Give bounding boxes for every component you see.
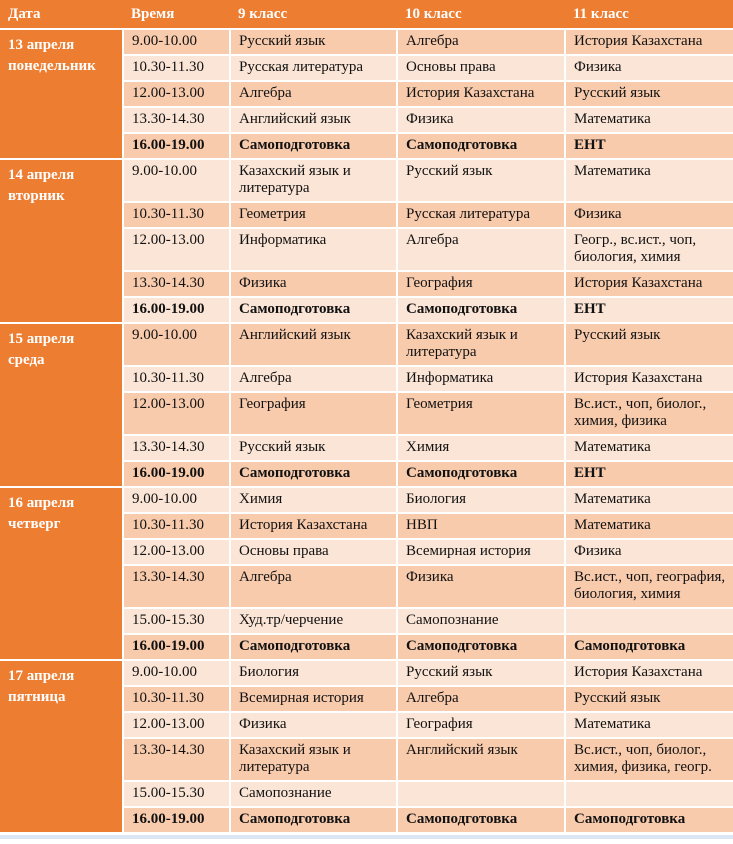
subject-cell-10: Русская литература [397, 202, 565, 228]
subject-cell-10: Русский язык [397, 660, 565, 686]
subject-cell-10: Геометрия [397, 392, 565, 435]
subject-cell-10: Алгебра [397, 228, 565, 271]
subject-cell-9: Худ.тр/черчение [230, 608, 397, 634]
subject-cell-10: Самопознание [397, 608, 565, 634]
subject-cell-9: Русская литература [230, 55, 397, 81]
subject-cell-11: Самоподготовка [565, 807, 733, 833]
subject-cell-10: Химия [397, 435, 565, 461]
date-label: 17 апреля [8, 668, 75, 684]
time-cell: 10.30-11.30 [123, 366, 230, 392]
subject-cell-11: Вс.ист., чоп, география, биология, химия [565, 565, 733, 608]
time-cell: 9.00-10.00 [123, 660, 230, 686]
subject-cell-9: Геометрия [230, 202, 397, 228]
table-row [0, 487, 733, 513]
subject-cell-9: Английский язык [230, 107, 397, 133]
subject-cell-10: Русский язык [397, 159, 565, 202]
subject-cell-11: Самоподготовка [565, 634, 733, 660]
subject-cell-11: Физика [565, 55, 733, 81]
subject-cell-9: Самоподготовка [230, 461, 397, 487]
time-cell: 12.00-13.00 [123, 392, 230, 435]
time-cell: 12.00-13.00 [123, 712, 230, 738]
weekday-label: понедельник [8, 58, 96, 74]
subject-cell-10: НВП [397, 513, 565, 539]
time-cell: 10.30-11.30 [123, 55, 230, 81]
subject-cell-9: Информатика [230, 228, 397, 271]
time-cell: 9.00-10.00 [123, 159, 230, 202]
subject-cell-10: Алгебра [397, 29, 565, 55]
col-header-grade9: 9 класс [230, 0, 397, 29]
subject-cell-11: Вс.ист., чоп, биолог., химия, физика, геогр. [565, 738, 733, 781]
subject-cell-9: Алгебра [230, 565, 397, 608]
weekday-label: вторник [8, 188, 65, 204]
subject-cell-10: История Казахстана [397, 81, 565, 107]
subject-cell-9: Казахский язык и литература [230, 159, 397, 202]
time-cell: 9.00-10.00 [123, 487, 230, 513]
date-cell [0, 660, 123, 833]
subject-cell-10: География [397, 271, 565, 297]
subject-cell-10 [397, 781, 565, 807]
time-cell: 12.00-13.00 [123, 228, 230, 271]
time-cell: 10.30-11.30 [123, 686, 230, 712]
col-header-grade10: 10 класс [397, 0, 565, 29]
subject-cell-11: История Казахстана [565, 366, 733, 392]
subject-cell-11: Русский язык [565, 81, 733, 107]
table-row [0, 323, 733, 366]
subject-cell-10: Самоподготовка [397, 807, 565, 833]
subject-cell-11: Физика [565, 539, 733, 565]
subject-cell-11: Вс.ист., чоп, биолог., химия, физика [565, 392, 733, 435]
subject-cell-9: Физика [230, 271, 397, 297]
subject-cell-9: Химия [230, 487, 397, 513]
date-label: 16 апреля [8, 495, 75, 511]
subject-cell-10: Информатика [397, 366, 565, 392]
time-cell: 16.00-19.00 [123, 634, 230, 660]
subject-cell-9: Самопознание [230, 781, 397, 807]
subject-cell-9: Самоподготовка [230, 297, 397, 323]
time-cell: 16.00-19.00 [123, 297, 230, 323]
subject-cell-9: Алгебра [230, 366, 397, 392]
subject-cell-9: Самоподготовка [230, 634, 397, 660]
time-cell: 9.00-10.00 [123, 323, 230, 366]
subject-cell-10: Алгебра [397, 686, 565, 712]
time-cell: 15.00-15.30 [123, 608, 230, 634]
date-label: 13 апреля [8, 37, 75, 53]
subject-cell-9: Самоподготовка [230, 807, 397, 833]
subject-cell-10: Самоподготовка [397, 297, 565, 323]
subject-cell-9: Английский язык [230, 323, 397, 366]
subject-cell-9: Русский язык [230, 435, 397, 461]
subject-cell-11: Русский язык [565, 323, 733, 366]
subject-cell-11: Математика [565, 487, 733, 513]
subject-cell-9: Основы права [230, 539, 397, 565]
subject-cell-9: География [230, 392, 397, 435]
date-label: 14 апреля [8, 167, 75, 183]
subject-cell-9: Физика [230, 712, 397, 738]
time-cell: 15.00-15.30 [123, 781, 230, 807]
subject-cell-9: История Казахстана [230, 513, 397, 539]
time-cell: 13.30-14.30 [123, 565, 230, 608]
time-cell: 13.30-14.30 [123, 738, 230, 781]
subject-cell-9: Всемирная история [230, 686, 397, 712]
subject-cell-11: Физика [565, 202, 733, 228]
weekday-label: среда [8, 352, 45, 368]
subject-cell-11: История Казахстана [565, 29, 733, 55]
time-cell: 12.00-13.00 [123, 539, 230, 565]
header-row [0, 0, 733, 29]
subject-cell-11 [565, 781, 733, 807]
subject-cell-11: ЕНТ [565, 461, 733, 487]
time-cell: 13.30-14.30 [123, 271, 230, 297]
subject-cell-10: География [397, 712, 565, 738]
subject-cell-10: Всемирная история [397, 539, 565, 565]
date-cell [0, 323, 123, 487]
col-header-time: Время [123, 0, 230, 29]
subject-cell-10: Физика [397, 565, 565, 608]
subject-cell-10: Самоподготовка [397, 461, 565, 487]
table-row [0, 159, 733, 202]
bottom-edge-strip [0, 835, 733, 839]
subject-cell-9: Биология [230, 660, 397, 686]
time-cell: 13.30-14.30 [123, 435, 230, 461]
subject-cell-11: Русский язык [565, 686, 733, 712]
date-cell [0, 487, 123, 660]
subject-cell-10: Казахский язык и литература [397, 323, 565, 366]
col-header-grade11: 11 класс [565, 0, 733, 29]
subject-cell-9: Русский язык [230, 29, 397, 55]
subject-cell-11: Математика [565, 513, 733, 539]
time-cell: 12.00-13.00 [123, 81, 230, 107]
subject-cell-11: Математика [565, 435, 733, 461]
subject-cell-11: ЕНТ [565, 133, 733, 159]
schedule-body [0, 29, 733, 833]
subject-cell-10: Английский язык [397, 738, 565, 781]
subject-cell-11: Математика [565, 107, 733, 133]
time-cell: 10.30-11.30 [123, 202, 230, 228]
time-cell: 13.30-14.30 [123, 107, 230, 133]
time-cell: 16.00-19.00 [123, 807, 230, 833]
date-cell [0, 159, 123, 323]
time-cell: 10.30-11.30 [123, 513, 230, 539]
subject-cell-11: История Казахстана [565, 271, 733, 297]
subject-cell-11: Математика [565, 159, 733, 202]
table-row [0, 29, 733, 55]
time-cell: 16.00-19.00 [123, 133, 230, 159]
subject-cell-9: Алгебра [230, 81, 397, 107]
subject-cell-11: ЕНТ [565, 297, 733, 323]
date-cell [0, 29, 123, 159]
subject-cell-10: Биология [397, 487, 565, 513]
subject-cell-11 [565, 608, 733, 634]
subject-cell-10: Самоподготовка [397, 133, 565, 159]
time-cell: 16.00-19.00 [123, 461, 230, 487]
subject-cell-11: Математика [565, 712, 733, 738]
weekday-label: пятница [8, 689, 66, 705]
subject-cell-9: Казахский язык и литература [230, 738, 397, 781]
subject-cell-11: История Казахстана [565, 660, 733, 686]
weekday-label: четверг [8, 516, 61, 532]
time-cell: 9.00-10.00 [123, 29, 230, 55]
subject-cell-11: Геогр., вс.ист., чоп, биология, химия [565, 228, 733, 271]
col-header-date: Дата [0, 0, 123, 29]
subject-cell-9: Самоподготовка [230, 133, 397, 159]
date-label: 15 апреля [8, 331, 75, 347]
subject-cell-10: Основы права [397, 55, 565, 81]
subject-cell-10: Физика [397, 107, 565, 133]
subject-cell-10: Самоподготовка [397, 634, 565, 660]
table-row [0, 660, 733, 686]
table-header [0, 0, 733, 29]
